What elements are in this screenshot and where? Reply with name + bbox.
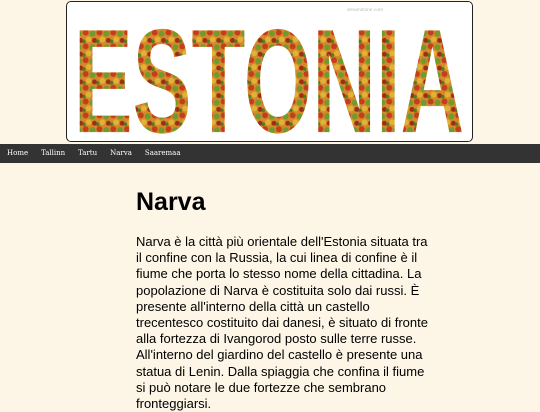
header-banner-image — [66, 1, 473, 142]
nav-link-saaremaa[interactable]: Saaremaa — [144, 149, 181, 157]
page-title: Narva — [136, 188, 206, 216]
banner-title-text: ESTONIA — [73, 2, 465, 141]
main-content — [136, 186, 436, 412]
top-navbar — [0, 144, 540, 163]
nav-link-tallinn[interactable]: Tallinn — [41, 149, 66, 157]
nav-link-home[interactable]: Home — [7, 149, 29, 157]
nav-link-tartu[interactable]: Tartu — [78, 149, 98, 157]
banner-watermark: dreamstime.com — [346, 7, 384, 13]
page-body-text: Narva è la città più orientale dell'Estonia situata tra il confine con la Russia, la cui linea di confine è il fiume che porta lo stesso nome della cittadina. La popolazione di Narva è costituita solo dai russi. È presente all'interno della città un castello trecentesco costituito dai danesi, è situato di fronte alla fortezza di Ivangorod posto sulle terre russe. All'interno del giardino del castello è presente una statua di Lenin. Dalla spiaggia che confina il fiume si può notare le due fortezze che sembrano fronteggiarsi. — [136, 234, 428, 412]
estonia-banner-graphic — [67, 2, 472, 141]
nav-link-narva[interactable]: Narva — [110, 149, 132, 157]
